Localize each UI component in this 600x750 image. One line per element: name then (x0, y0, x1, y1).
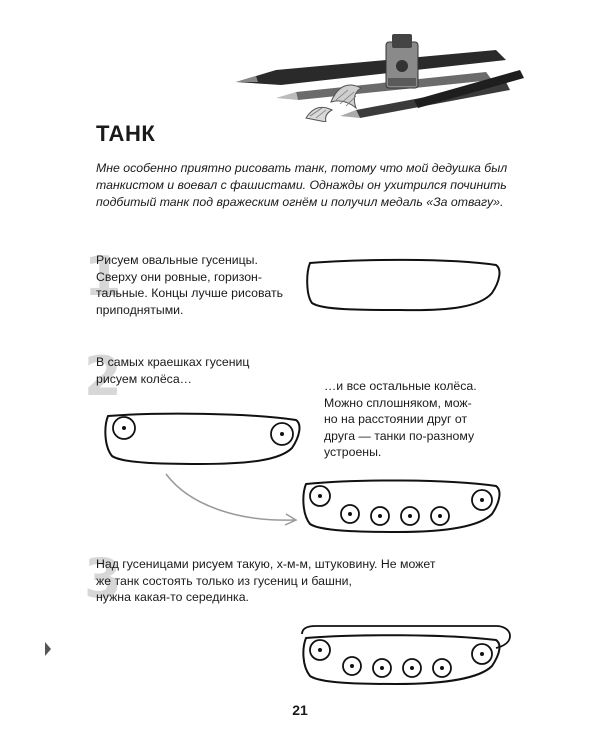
step-1-text (96, 252, 296, 318)
wheel (472, 490, 492, 510)
text-line: рисуем колёса… (96, 371, 192, 386)
text-line: В самых краешках гусениц (96, 355, 250, 369)
text-line: Сверху они ровные, горизон- (96, 269, 262, 284)
text-line: …и все остальные колёса. (324, 379, 477, 393)
wheel (373, 659, 391, 677)
text-line: Можно сплошняком, мож- (324, 395, 472, 410)
pencils-illustration (236, 30, 526, 122)
wheel (401, 507, 419, 525)
wheel (113, 417, 135, 439)
pencil-sharpener (386, 34, 418, 88)
arrow-curve (160, 470, 300, 530)
text-line: но на расстоянии друг от (324, 412, 468, 426)
page-edge-mark (44, 642, 52, 656)
step-2-note (324, 378, 524, 461)
wheel (310, 640, 330, 660)
text-line: же танк состоять только из гусениц и башни, (96, 573, 352, 588)
tank-track-drawing-2 (100, 408, 305, 470)
wheel (472, 644, 492, 664)
intro-paragraph: Мне особенно приятно рисовать танк, потому что мой дедушка был танкистом и воевал с фашистами. Однажды он ухитрился починить подбитый танк под вражеским огнём и получил медаль «За отвагу». (96, 161, 508, 209)
page-number: 21 (292, 702, 308, 718)
step-number-1: 1 (84, 245, 122, 308)
step-2-text (96, 354, 296, 387)
text-line: Рисуем овальные гусеницы. (96, 253, 258, 267)
tank-track-drawing-3 (298, 476, 504, 538)
wheel (341, 505, 359, 523)
step-number-3: 3 (84, 547, 122, 610)
text-line: устроены. (324, 445, 382, 459)
wheel (310, 486, 330, 506)
text-line: друга — танки по-разному (324, 428, 475, 443)
wheel (433, 659, 451, 677)
text-line: Над гусеницами рисуем такую, х-м-м, штуковину. Не может (96, 557, 436, 571)
wheel (431, 507, 449, 525)
wheel (343, 657, 361, 675)
wheel (403, 659, 421, 677)
page-title: ТАНК (96, 121, 156, 146)
text-line: нужна какая-то серединка. (96, 590, 249, 604)
step-number-2: 2 (84, 345, 122, 408)
wheel (271, 423, 293, 445)
text-line: тальные. Концы лучше рисовать (96, 286, 283, 300)
wheel (371, 507, 389, 525)
tank-hull-drawing (296, 622, 516, 688)
text-line: приподнятыми. (96, 302, 184, 317)
step-3-text (96, 556, 536, 606)
tank-track-drawing-1 (300, 255, 505, 317)
